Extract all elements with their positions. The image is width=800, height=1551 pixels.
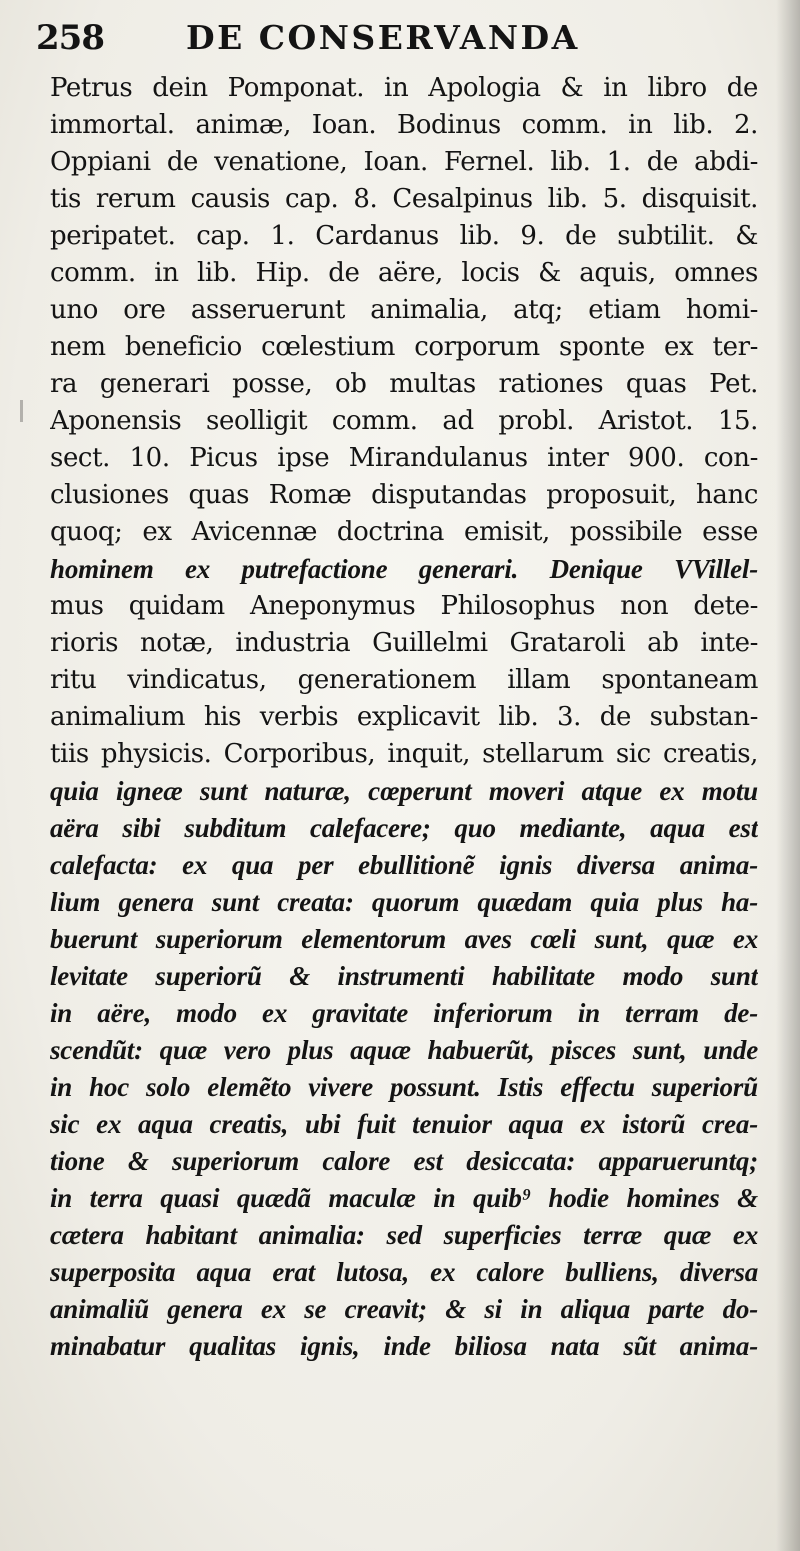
text-line: mus quidam Aneponymus Philosophus non dete- [50,591,758,621]
text-line: levitate superiorũ & instrumenti habilitate modo sunt [50,961,758,991]
text-line: clusiones quas Romæ disputandas proposuit, hanc [50,480,758,510]
text-line: lium genera sunt creata: quorum quædam quia plus ha- [50,887,758,917]
text-line: animaliũ genera ex se creavit; & si in aliqua parte do- [50,1294,758,1324]
page-header [36,12,776,64]
text-line: calefacta: ex qua per ebullitionẽ ignis diversa anima- [50,850,758,880]
running-head: DE CONSERVANDA [186,18,580,57]
text-line: sic ex aqua creatis, ubi fuit tenuior aqua ex istorũ crea- [50,1109,758,1139]
margin-mark [20,400,23,422]
text-line: rioris notæ, industria Guillelmi Grataroli ab inte- [50,628,758,658]
text-line: quoq; ex Avicennæ doctrina emisit, possibile esse [50,517,758,547]
page-gutter-shadow [776,0,800,1551]
text-line: superposita aqua erat lutosa, ex calore bulliens, diversa [50,1257,758,1287]
text-line: Petrus dein Pomponat. in Apologia & in libro de [50,73,758,103]
text-line: in hoc solo elemẽto vivere possunt. Istis effectu superiorũ [50,1072,758,1102]
text-line: tiis physicis. Corporibus, inquit, stellarum sic creatis, [50,739,758,769]
text-line: peripatet. cap. 1. Cardanus lib. 9. de subtilit. & [50,221,758,251]
text-line: cætera habitant animalia: sed superficies terræ quæ ex [50,1220,758,1250]
text-line: sect. 10. Picus ipse Mirandulanus inter 900. con- [50,443,758,473]
text-line: ra generari posse, ob multas rationes quas Pet. [50,369,758,399]
text-line: in terra quasi quædã maculæ in quib⁹ hodie homines & [50,1183,758,1213]
body-text [50,70,758,1365]
text-line: hominem ex putrefactione generari. Denique VVillel- [50,554,758,584]
text-line: uno ore asseruerunt animalia, atq; etiam homi- [50,295,758,325]
text-line: quia igneæ sunt naturæ, cœperunt moveri atque ex motu [50,776,758,806]
text-line: aëra sibi subditum calefacere; quo mediante, aqua est [50,813,758,843]
text-line: nem beneficio cœlestium corporum sponte ex ter- [50,332,758,362]
page-number: 258 [36,18,104,58]
text-line: ritu vindicatus, generationem illam spontaneam [50,665,758,695]
text-line: tis rerum causis cap. 8. Cesalpinus lib. 5. disquisit. [50,184,758,214]
text-line: in aëre, modo ex gravitate inferiorum in terram de- [50,998,758,1028]
text-line: tione & superiorum calore est desiccata: apparueruntq; [50,1146,758,1176]
text-line: minabatur qualitas ignis, inde biliosa nata sũt anima- [50,1331,758,1361]
text-line: comm. in lib. Hip. de aëre, locis & aquis, omnes [50,258,758,288]
text-line: immortal. animæ, Ioan. Bodinus comm. in lib. 2. [50,110,758,140]
text-line: buerunt superiorum elementorum aves cœli sunt, quæ ex [50,924,758,954]
text-line: Aponensis seolligit comm. ad probl. Aristot. 15. [50,406,758,436]
text-line: Oppiani de venatione, Ioan. Fernel. lib. 1. de abdi- [50,147,758,177]
text-line: animalium his verbis explicavit lib. 3. de substan- [50,702,758,732]
text-line: scendũt: quæ vero plus aquæ habuerũt, pisces sunt, unde [50,1035,758,1065]
